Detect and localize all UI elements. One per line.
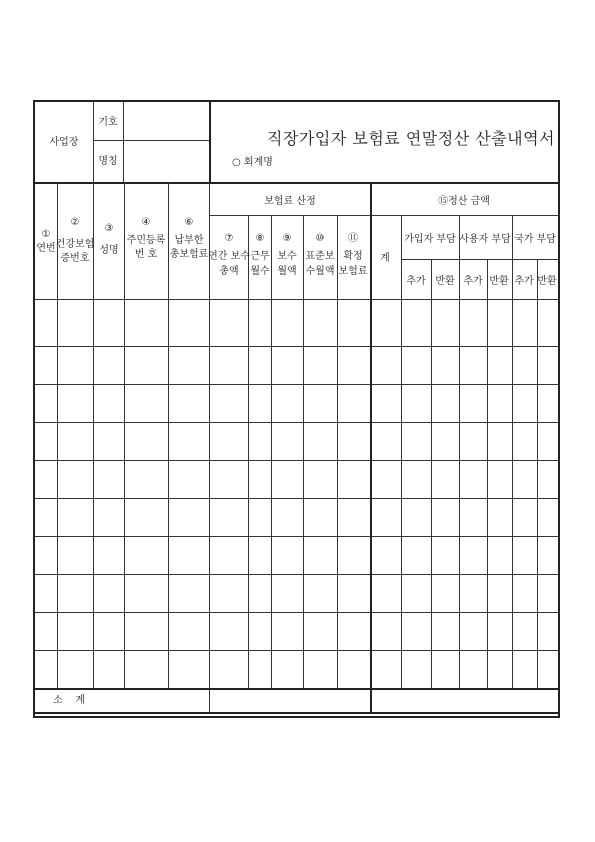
national-refund-label: 반환 <box>537 276 557 287</box>
row-line-2 <box>35 384 558 385</box>
col-standard-label-2: 수월액 <box>305 266 335 277</box>
col-paid-label-2: 총보험료 <box>169 249 209 260</box>
col-name-label: 성명 <box>99 245 119 256</box>
col-months-label-2: 월수 <box>250 266 270 277</box>
row-line-6 <box>35 536 558 537</box>
col-annual-num: ⑦ <box>224 233 234 244</box>
employer-add-label: 추가 <box>463 276 483 287</box>
col-annual-label-1: 연간 보수 <box>208 251 250 262</box>
col-resident-num: ④ <box>141 217 151 228</box>
fiscal-year-label: ○ 회계명 <box>232 157 273 168</box>
name-label: 명칭 <box>98 156 118 167</box>
symbol-label: 기호 <box>98 117 118 128</box>
subtotal-label: 소 계 <box>52 695 86 706</box>
settle-group-line <box>370 215 558 216</box>
row-line-9 <box>35 650 558 651</box>
col-line-10 <box>370 182 372 712</box>
col-confirmed-label-1: 확정 <box>343 251 363 262</box>
row-line-4 <box>35 460 558 461</box>
col-line-13 <box>459 215 460 688</box>
col-standard-label-1: 표준보 <box>305 251 335 262</box>
header-mid-line <box>93 140 210 141</box>
form-title: 직장가입자 보험료 연말정산 산출내역서 <box>267 129 556 148</box>
col-paid-num: ⑥ <box>184 217 194 228</box>
burden-sub-line <box>401 259 558 260</box>
col-line-11 <box>401 215 402 688</box>
subscriber-refund-label: 반환 <box>435 276 455 287</box>
row-line-5 <box>35 498 558 499</box>
row-line-1 <box>35 346 558 347</box>
column-header-bottom <box>35 299 558 300</box>
header-vline-2 <box>123 102 124 182</box>
national-burden-label: 국가 부담 <box>514 234 556 245</box>
employer-burden-label: 사용자 부담 <box>459 234 511 245</box>
col-insurance-num: ② <box>70 217 80 228</box>
subscriber-add-label: 추가 <box>406 276 426 287</box>
col-line-16 <box>537 259 538 688</box>
calc-group-line <box>209 215 370 216</box>
row-line-7 <box>35 574 558 575</box>
col-line-6 <box>248 215 249 688</box>
col-monthly-num: ⑨ <box>282 233 292 244</box>
col-paid-label-1: 납부한 <box>174 235 204 246</box>
col-seq-num: ① <box>41 229 51 240</box>
row-line-8 <box>35 612 558 613</box>
header-vline-1 <box>93 102 94 182</box>
header-bottom-line <box>35 182 558 184</box>
col-line-12 <box>431 259 432 688</box>
col-months-num: ⑧ <box>255 233 265 244</box>
employer-refund-label: 반환 <box>489 276 509 287</box>
col-line-8 <box>303 215 304 688</box>
settlement-form <box>33 100 560 718</box>
col-monthly-label-1: 보수 <box>277 251 297 262</box>
national-add-label: 추가 <box>514 276 534 287</box>
calc-group-label: 보험료 산정 <box>264 196 316 207</box>
subtotal-bottom-line <box>35 712 558 714</box>
col-line-7 <box>271 215 272 688</box>
col-confirmed-num: ⑪ <box>348 233 358 244</box>
col-name-num: ③ <box>104 223 114 234</box>
workplace-label: 사업장 <box>49 137 79 148</box>
col-line-2 <box>93 182 94 688</box>
settle-group-label: ⑮정산 금액 <box>438 196 490 207</box>
col-annual-label-2: 총액 <box>219 266 239 277</box>
header-vline-3 <box>209 102 211 182</box>
col-total-label: 계 <box>380 253 390 264</box>
subtotal-top-line <box>35 688 558 690</box>
col-line-3 <box>124 182 125 688</box>
col-resident-label-1: 주민등록 <box>126 235 166 246</box>
col-line-1 <box>57 182 58 688</box>
row-line-3 <box>35 422 558 423</box>
subscriber-burden-label: 가입자 부담 <box>404 234 456 245</box>
col-seq-label: 연번 <box>36 243 56 254</box>
col-standard-num: ⑩ <box>315 233 325 244</box>
col-line-14 <box>487 259 488 688</box>
col-insurance-label-1: 건강보험 <box>55 239 95 250</box>
col-line-15 <box>512 215 513 688</box>
col-insurance-label-2: 증번호 <box>60 253 90 264</box>
col-months-label-1: 근무 <box>250 251 270 262</box>
col-resident-label-2: 번 호 <box>134 249 158 260</box>
col-line-9 <box>337 215 338 688</box>
col-monthly-label-2: 월액 <box>277 266 297 277</box>
col-confirmed-label-2: 보험료 <box>338 266 368 277</box>
